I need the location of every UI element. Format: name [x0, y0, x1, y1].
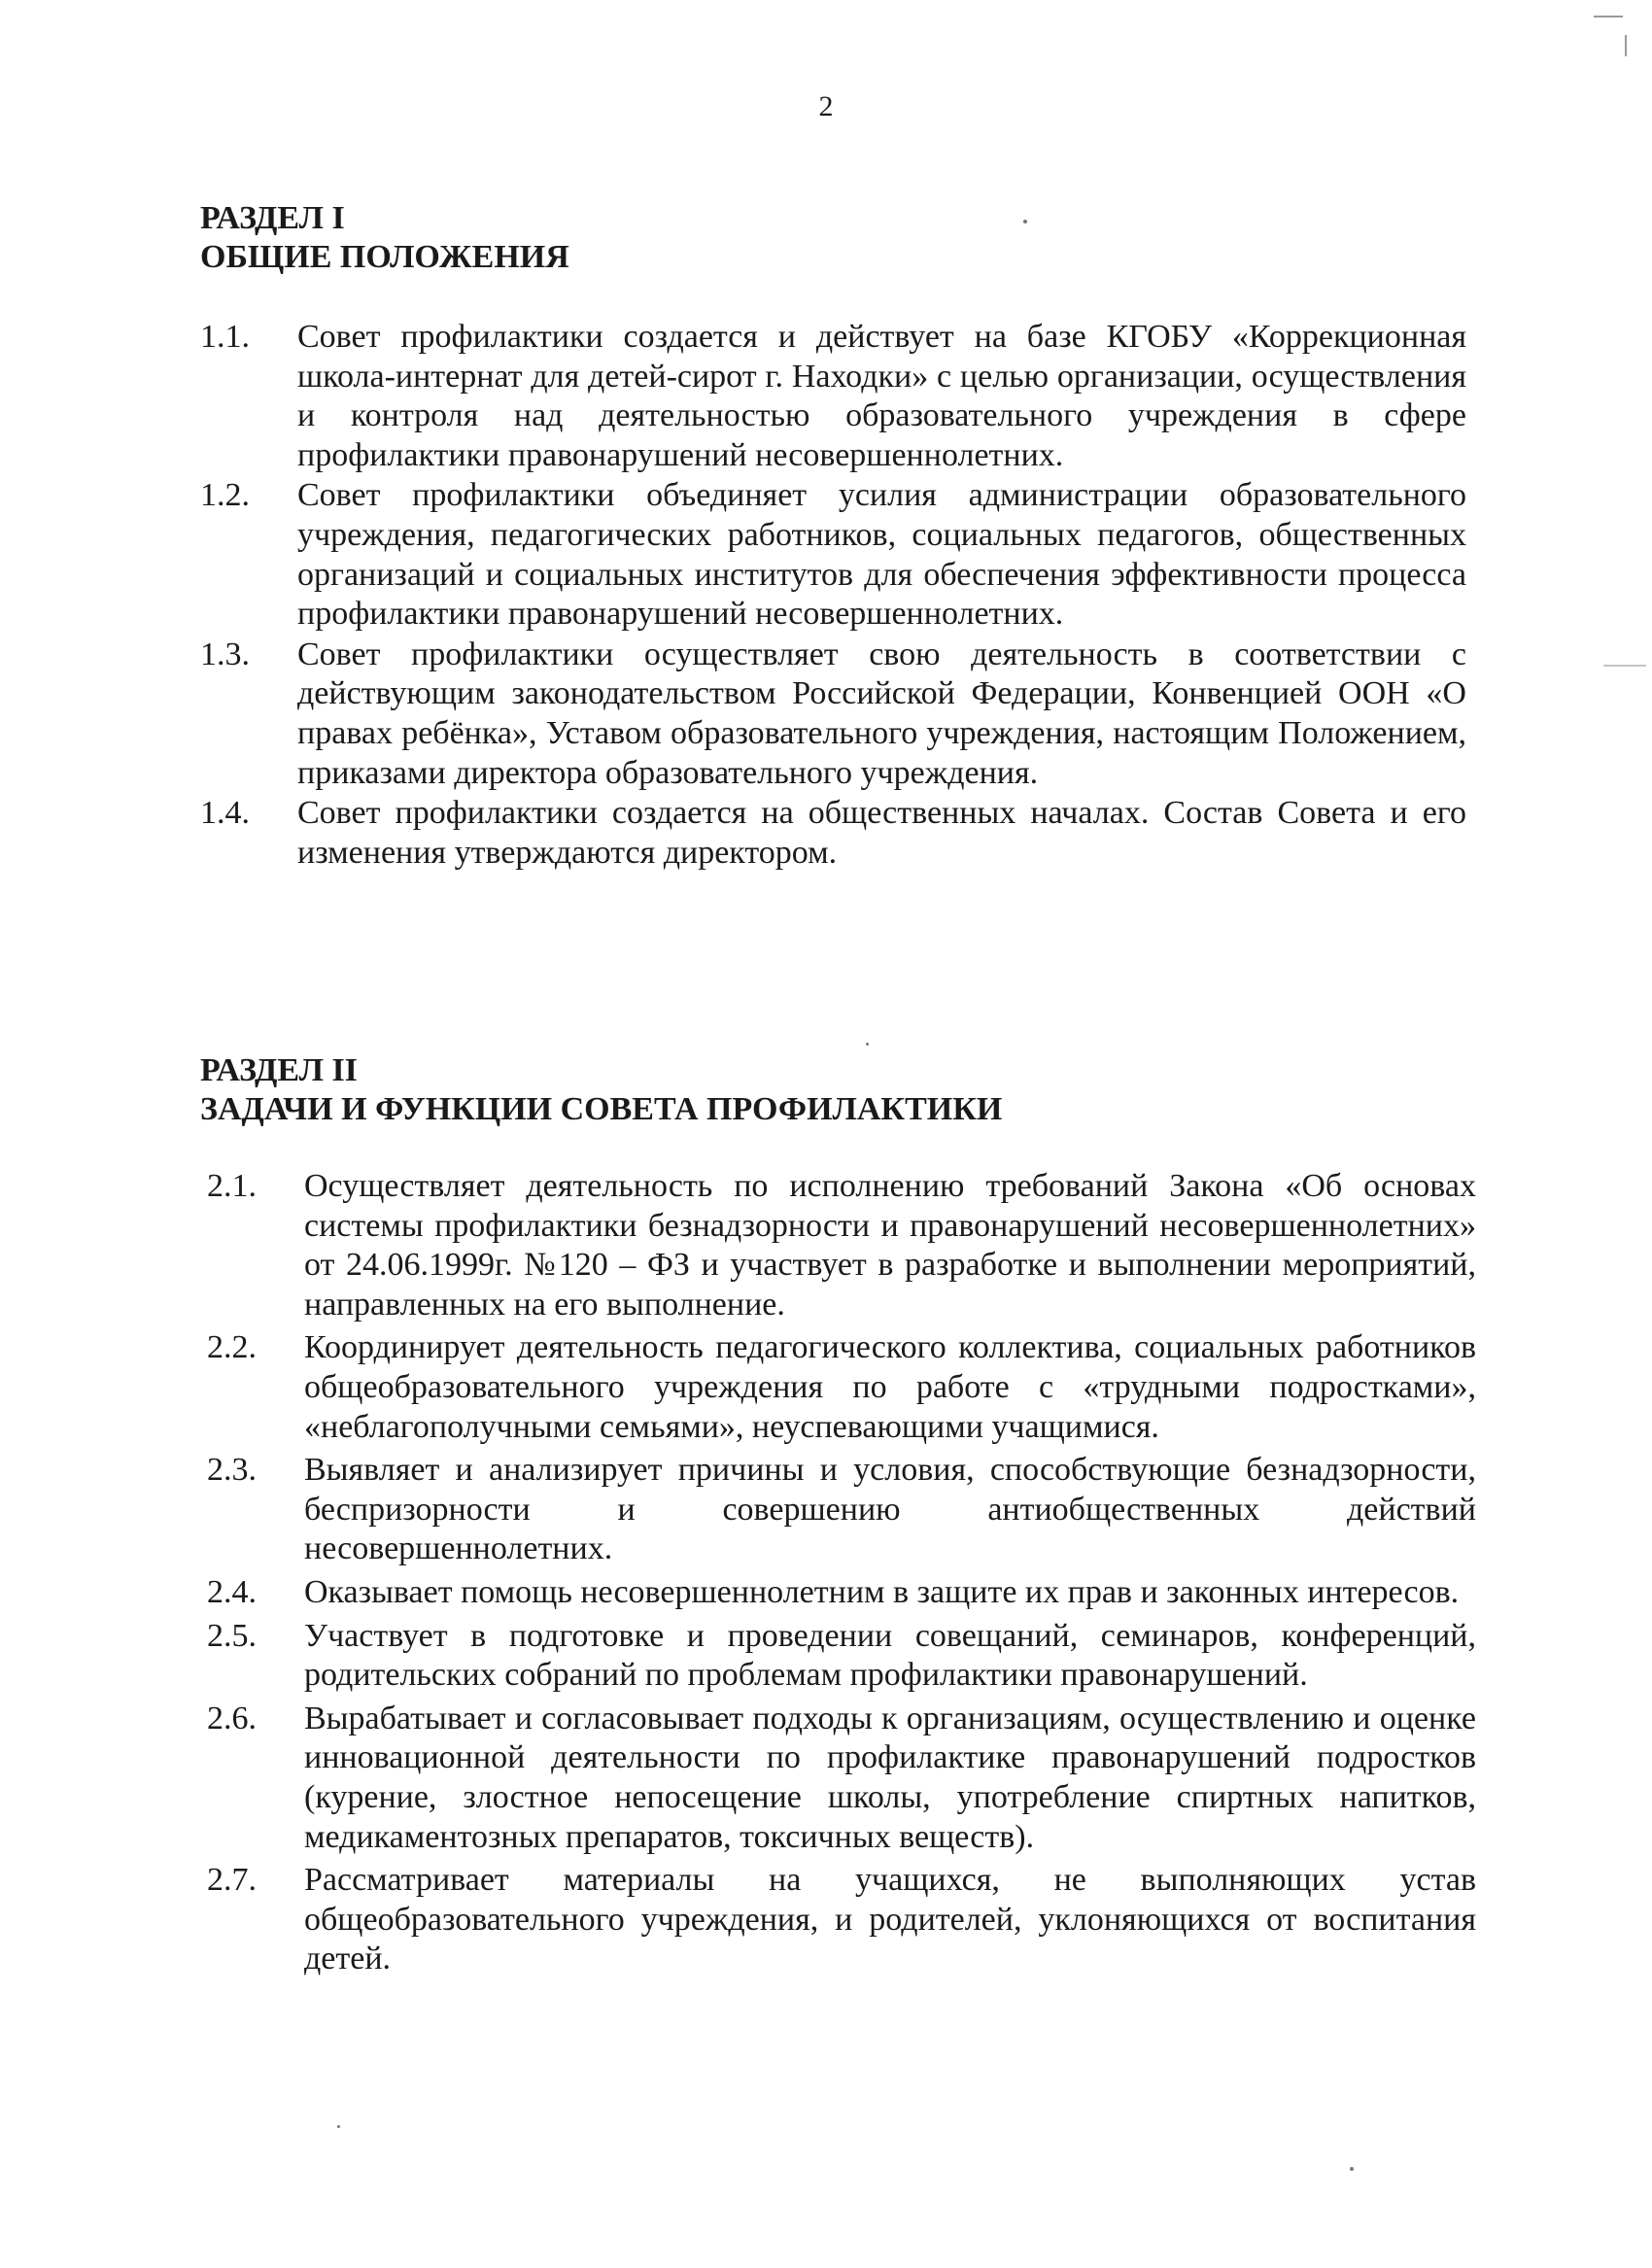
- clause-1-3: [200, 636, 1466, 793]
- clause-text: Оказывает помощь несовершеннолетним в защите их прав и законных интересов.: [304, 1573, 1460, 1610]
- scan-speck: [866, 1043, 869, 1046]
- clause-number: 1.3.: [200, 636, 250, 672]
- section-2-title: ЗАДАЧИ И ФУНКЦИИ СОВЕТА ПРОФИЛАКТИКИ: [200, 1091, 1003, 1127]
- scan-speck: [1023, 220, 1027, 223]
- scan-edge-mark: [1625, 35, 1627, 56]
- clause-text: Рассматривает материалы на учащихся, не выполняющих устав общеобразовательного учреждения, и родителей, уклоняющихся от воспитания детей.: [304, 1862, 1476, 1977]
- clause-number: 2.7.: [207, 1862, 257, 1899]
- clause-text: Выявляет и анализирует причины и условия, способствующие безнадзорности, беспризорности и совершению антиобщественных действий несовершеннолетних.: [304, 1452, 1476, 1567]
- clause-2-4: [207, 1573, 1476, 1613]
- scan-edge-mark: [1603, 665, 1646, 667]
- clause-2-6: [207, 1700, 1476, 1857]
- section-1-clause-list: [200, 318, 1466, 874]
- page-number: 2: [818, 90, 834, 122]
- clause-2-7: [207, 1861, 1476, 1979]
- section-1-heading: [200, 199, 569, 277]
- clause-text: Вырабатывает и согласовывает подходы к организациям, осуществлению и оценке инновационной деятельности по профилактике правонарушений подростков (курение, злостное непосещение школы, употребление спиртных напитков, медикаментозных препаратов, токсичных веществ).: [304, 1700, 1476, 1855]
- section-2-label: РАЗДЕЛ II: [200, 1052, 358, 1088]
- section-2-heading: [200, 1051, 1002, 1129]
- clause-text: Совет профилактики объединяет усилия администрации образовательного учреждения, педагогических работников, социальных педагогов, общественных организаций и социальных институтов для обеспечения эффективности процесса профилактики правонарушений несовершеннолетних.: [297, 477, 1466, 633]
- clause-1-2: [200, 476, 1466, 634]
- clause-2-1: [207, 1167, 1476, 1324]
- clause-1-4: [200, 794, 1466, 873]
- clause-2-3: [207, 1451, 1476, 1569]
- clause-text: Участвует в подготовке и проведении совещаний, семинаров, конференций, родительских собраний по проблемам профилактики правонарушений.: [304, 1617, 1476, 1694]
- clause-number: 2.2.: [207, 1329, 257, 1366]
- clause-number: 1.1.: [200, 319, 250, 355]
- clause-text: Совет профилактики создается на общественных началах. Состав Совета и его изменения утверждаются директором.: [297, 795, 1466, 871]
- clause-text: Совет профилактики осуществляет свою деятельность в соответствии с действующим законодательством Российской Федерации, Конвенцией ООН «О правах ребёнка», Уставом образовательного учреждения, настоящим Положением, приказами директора образовательного учреждения.: [297, 636, 1466, 791]
- clause-2-2: [207, 1328, 1476, 1447]
- section-2-clause-list: [207, 1167, 1476, 1983]
- section-1-label: РАЗДЕЛ I: [200, 200, 345, 236]
- clause-1-1: [200, 318, 1466, 475]
- scan-speck: [337, 2125, 340, 2128]
- clause-number: 1.4.: [200, 795, 250, 832]
- clause-number: 2.6.: [207, 1700, 257, 1736]
- clause-number: 2.1.: [207, 1168, 257, 1204]
- clause-number: 2.3.: [207, 1452, 257, 1489]
- section-1-title: ОБЩИЕ ПОЛОЖЕНИЯ: [200, 239, 569, 275]
- clause-text: Осуществляет деятельность по исполнению требований Закона «Об основах системы профилактики безнадзорности и правонарушений несовершеннолетних» от 24.06.1999г. №120 – ФЗ и участвует в разработке и выполнении мероприятий, направленных на его выполнение.: [304, 1168, 1476, 1323]
- clause-text: Совет профилактики создается и действует на базе КГОБУ «Коррекционная школа-интернат для детей-сирот г. Находки» с целью организации, осуществления и контроля над деятельностью образовательного учреждения в сфере профилактики правонарушений несовершеннолетних.: [297, 319, 1466, 473]
- clause-number: 2.5.: [207, 1617, 257, 1654]
- clause-2-5: [207, 1617, 1476, 1696]
- clause-number: 2.4.: [207, 1573, 257, 1610]
- scan-speck: [1350, 2167, 1354, 2171]
- clause-text: Координирует деятельность педагогического коллектива, социальных работников общеобразовательного учреждения по работе с «трудными подростками», «неблагополучными семьями», неуспевающими учащимися.: [304, 1329, 1476, 1445]
- clause-number: 1.2.: [200, 477, 250, 514]
- scan-edge-mark: [1594, 16, 1623, 17]
